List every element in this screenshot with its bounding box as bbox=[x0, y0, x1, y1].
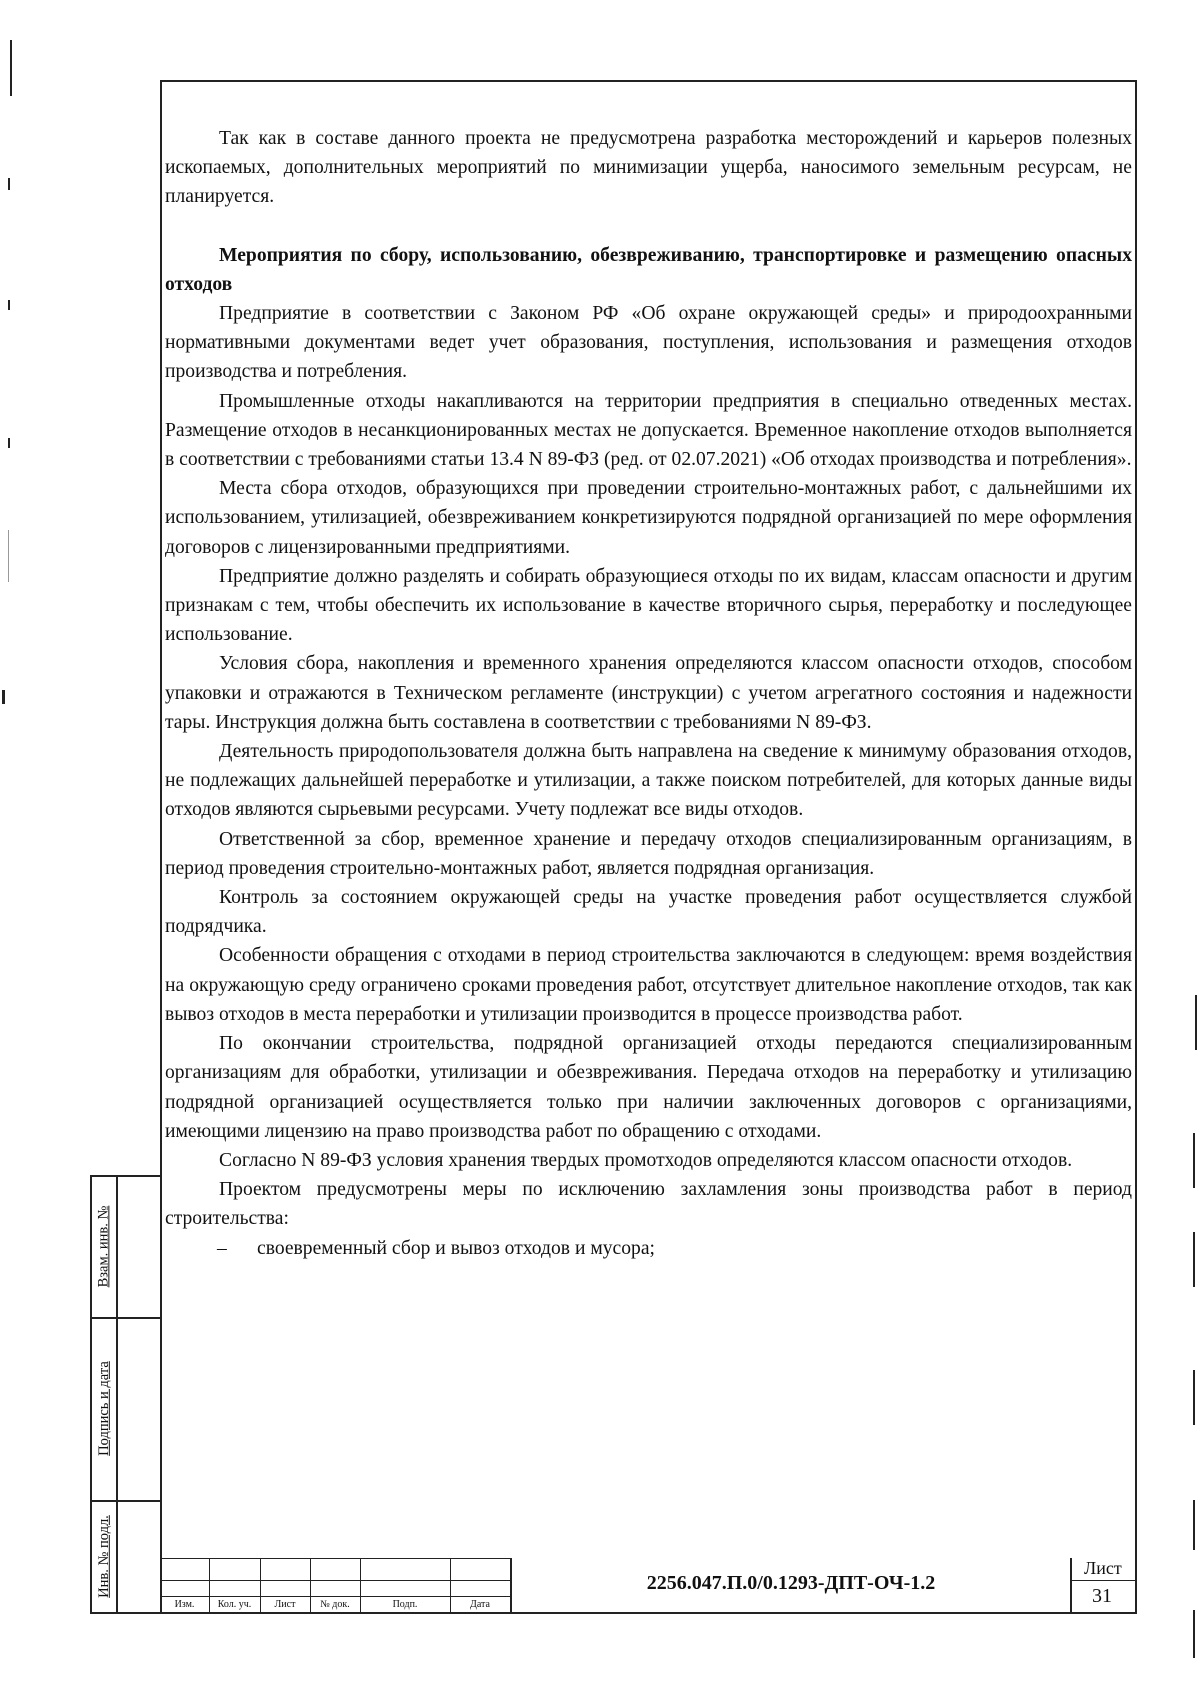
paragraph: Особенности обращения с отходами в период строительства заключаются в следующем: время воздействия на окружающую среду ограничено сроками проведения работ, отсутствует длительное накопление отходов, так как вывоз отходов в места переработки и утилизации производится в процессе производства работ. bbox=[165, 945, 1132, 1025]
side-label-inv: Инв. № подл. bbox=[95, 1514, 112, 1598]
scan-mark bbox=[1193, 1133, 1195, 1188]
scan-mark bbox=[8, 178, 10, 190]
scan-mark bbox=[8, 300, 10, 310]
scan-mark bbox=[1195, 995, 1197, 1050]
scan-mark bbox=[1193, 1232, 1195, 1287]
side-line bbox=[116, 1175, 118, 1614]
document-number: 2256.047.П.0/0.1293-ДПТ-ОЧ-1.2 bbox=[646, 1572, 936, 1594]
scan-mark bbox=[10, 40, 12, 96]
scan-mark bbox=[1193, 1610, 1195, 1658]
paragraph: Деятельность природопользователя должна быть направлена на сведение к минимуму образования отходов, не подлежащих дальнейшей переработке и утилизации, а также поиском потребителей, для которых данные виды отходов являются сырьевыми ресурсами. Учету подлежат все виды отходов. bbox=[165, 741, 1132, 821]
paragraph: Так как в составе данного проекта не предусмотрена разработка месторождений и карьеров полезных ископаемых, дополнительных мероприятий по минимизации ущерба, наносимого земельным ресурсам, не планируется. bbox=[165, 128, 1132, 208]
section-heading: Мероприятия по сбору, использованию, обезвреживанию, транспортировке и размещению опасных отходов bbox=[165, 244, 1132, 295]
stamp-col-kol: Кол. уч. bbox=[217, 1599, 252, 1610]
title-block bbox=[160, 1558, 1137, 1614]
document-body bbox=[165, 124, 1132, 1263]
list-item-text: своевременный сбор и вывоз отходов и мусора; bbox=[257, 1237, 655, 1259]
side-line bbox=[90, 1612, 162, 1614]
paragraph: Предприятие в соответствии с Законом РФ «Об охране окружающей среды» и природоохранными нормативными документами ведет учет образования, поступления, использования и размещения отходов производства и потребления. bbox=[165, 303, 1132, 383]
stamp-col-doc: № док. bbox=[320, 1599, 350, 1610]
side-label-vzam: Взам. инв. № bbox=[95, 1205, 112, 1287]
paragraph: По окончании строительства, подрядной организацией отходы передаются специализированным организациям для обработки, утилизации и обезвреживания. Передача отходов на переработку и утилизацию подрядной организацией осуществляется только при наличии заключенных договоров с организациями, имеющими лицензию на право производства работ по обращению с отходами. bbox=[165, 1033, 1132, 1142]
stamp-col-date: Дата bbox=[470, 1599, 490, 1610]
scan-mark bbox=[2, 690, 5, 704]
dash-marker: – bbox=[217, 1237, 227, 1259]
stamp-col-izm: Изм. bbox=[174, 1599, 195, 1610]
stamp-col-podp: Подп. bbox=[392, 1599, 418, 1610]
side-label-podpis: Подпись и дата bbox=[95, 1361, 112, 1456]
stamp-col-list: Лист bbox=[274, 1599, 296, 1610]
scan-mark bbox=[8, 438, 10, 448]
scan-mark bbox=[8, 530, 9, 582]
paragraph: Предприятие должно разделять и собирать образующиеся отходы по их видам, классам опасности и другим признакам с тем, чтобы обеспечить их использование в качестве вторичного сырья, переработку и последующее использование. bbox=[165, 565, 1132, 646]
scan-mark bbox=[1193, 1370, 1195, 1425]
paragraph: Промышленные отходы накапливаются на территории предприятия в специально отведенных местах. Размещение отходов в несанкционированных местах не допускается. Временное накопление отходов выполняется в соответствии с требованиями статьи 13.4 N 89-ФЗ (ред. от 02.07.2021) «Об отходах производства и потребления». bbox=[165, 390, 1132, 471]
sheet-number: 31 bbox=[1092, 1585, 1112, 1607]
scan-mark bbox=[1193, 1500, 1195, 1550]
paragraph: Контроль за состоянием окружающей среды на участке проведения работ осуществляется службой подрядчика. bbox=[165, 887, 1132, 938]
list-item bbox=[165, 1234, 1132, 1263]
paragraph: Согласно N 89-ФЗ условия хранения твердых промотходов определяются классом опасности отходов. bbox=[219, 1149, 1073, 1171]
sheet-label: Лист bbox=[1084, 1558, 1122, 1578]
paragraph: Ответственной за сбор, временное хранение и передачу отходов специализированным организациям, в период проведения строительно-монтажных работ, является подрядная организация. bbox=[165, 828, 1132, 879]
paragraph: Условия сбора, накопления и временного хранения определяются классом опасности отходов, способом упаковки и отражаются в Техническом регламенте (инструкции) с учетом агрегатного состояния и надежности тары. Инструкция должна быть составлена в соответствии с требованиями N 89-ФЗ. bbox=[165, 653, 1132, 733]
paragraph: Места сбора отходов, образующихся при проведении строительно-монтажных работ, с дальнейшими их использованием, утилизацией, обезвреживанием конкретизируются подрядной организацией по мере оформления договоров с лицензированными предприятиями. bbox=[165, 478, 1132, 558]
side-binding-block bbox=[90, 1175, 162, 1614]
paragraph: Проектом предусмотрены меры по исключению захламления зоны производства работ в период строительства: bbox=[165, 1179, 1132, 1230]
